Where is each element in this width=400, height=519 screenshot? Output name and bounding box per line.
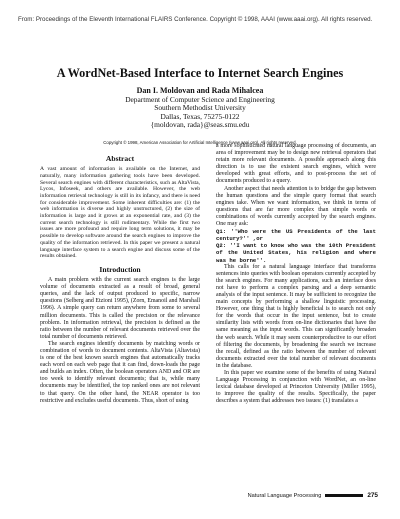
example-question-2: Q2: ''I want to know who was the 10th President of the United States, his religion and where was he borne''. bbox=[216, 242, 376, 264]
intro-paragraph: The search engines identify documents by matching words or combination of words to document contents. AltaVista (Altavista) is one of the best known search engines that automatically tracks each word on each web page that it can find, down-loads the page and builds an index. Often, the boolean operators AND and OR are too week to identify relevant documents; that is, while many documents may be identified, the top ranked ones are not relevant to that query. On the other hand, the NEAR operator is too restrictive and excludes useful documents. Thus, short of using bbox=[40, 340, 200, 404]
paper-title: A WordNet-Based Interface to Internet Search Engines bbox=[56, 66, 344, 80]
affiliation-line: Department of Computer Science and Engineering bbox=[125, 94, 275, 104]
introduction-heading: Introduction bbox=[99, 264, 141, 274]
author-names: Dan I. Moldovan and Rada Mihalcea bbox=[136, 86, 264, 95]
body-paragraph: a more sophisticated natural language processing of documents, an area of improvement may be to design new retrieval operators that retain more relevant documents. A possible approach along this direction is to use the existent search engines, which were developed with great efforts, and to post-process the set of documents produced to a query. bbox=[216, 143, 376, 185]
footer-label: Natural Language Processing bbox=[247, 493, 322, 499]
conference-header: From: Proceedings of the Eleventh International FLAIRS Conference. Copyright © 1998, AAAI (www.aaai.org). All rights reserved. bbox=[18, 16, 373, 23]
affiliation-line: Dallas, Texas, 75275-0122 bbox=[160, 111, 240, 121]
footer-rule bbox=[325, 494, 363, 497]
body-paragraph: In this paper we examine some of the benefits of using Natural Language Processing in conjunction with WordNet, an on-line lexical database developed at Princeton University (Miller 1995), to improve the quality of the results. Specifically, the paper describes a system that addresses two issues: (1) translates a bbox=[216, 370, 376, 405]
abstract-heading: Abstract bbox=[105, 154, 135, 163]
left-column bbox=[40, 152, 200, 405]
author-block bbox=[0, 87, 400, 130]
copyright-line: Copyright © 1998, American Association for Artificial Intelligence (www.aaai.org). All rights reserved. bbox=[103, 140, 297, 145]
example-question-1: Q1: ''Who were the US Presidents of the last century?'' ,or bbox=[216, 228, 376, 243]
author-email: {moldovan, rada}@seas.smu.edu bbox=[150, 120, 250, 130]
body-paragraph: Another aspect that needs attention is to bridge the gap between the human questions and the simple query format that search engines take. When we want information, we think in terms of questions that are far more complex than simple words or combinations of words currently accepted by the search engines. One may ask: bbox=[216, 185, 376, 228]
body-paragraph: This calls for a natural language interface that transforms sentences into queries with boolean operators currently accepted by the search engines. For many applications, such an interface does not have to perform a complex parsing and a deep semantic analysis of the input sentence. It may be sufficient to recognize the main concepts by performing a shallow linguistic processing. However, one thing that is highly beneficial is to search not only for the words that occur in the input sentence, but to create similarity lists with words from on-line dictionaries that have the same meaning as the input words. This can significantly broaden the web search. While it may seem counterproductive to our effort of filtering the documents, by broadening the search we increase the recall, defined as the ratio between the number of relevant documents extracted over the total number of relevant documents in the database. bbox=[216, 263, 376, 369]
page-number: 275 bbox=[367, 492, 378, 499]
affiliation-line: Southern Methodist University bbox=[154, 103, 246, 113]
right-column bbox=[216, 143, 376, 405]
page-footer bbox=[248, 492, 378, 499]
abstract-text: A vast amount of information is available on the Internet, and naturally, many information gathering tools have been developed. Several search engines with different characteristics, such as AltaVista, Lycos, Infoseek, and others are available. However, the web information retrieval technology is still in its infancy, and there is need for considerable improvement. Some inherent difficulties are: (1) the web information is diverse and highly unstructured, (2) the size of information is large and it grows at an exponential rate, and (3) the current search technology is still rudimentary. While the first two issues are more profound and require long term solutions, it may be possible to develop software around the search engines to improve the quality of the information retrieved. In this paper we present a natural language interface system to a search engine and discuss some of the results obtained. bbox=[40, 166, 200, 260]
intro-paragraph: A main problem with the current search engines is the large volume of documents extracted as a result of broad, general queries, and the lack of output produced to specific, narrow questions (Selberg and Etzioni 1995), (Zorn, Emanoil and Marshall 1996). A simple query can return anywhere from some to several million documents. This is called the precision or the relevance problem. In information retrieval, the precision is defined as the ratio between the number of relevant documents retrieved over the total number of documents retrieved. bbox=[40, 277, 200, 340]
